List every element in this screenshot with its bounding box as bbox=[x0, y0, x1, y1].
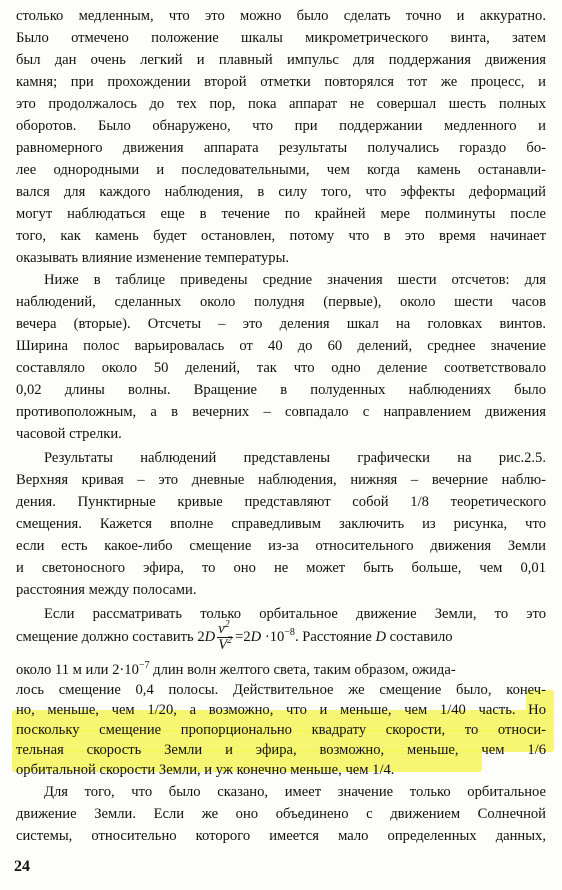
text-line: могут наблюдаться еще в течение по крайней мере полминуты после bbox=[16, 206, 546, 222]
text-line: вался для каждого наблюдения, в силу того, что эффекты деформаций bbox=[16, 184, 546, 200]
text-line: Верхняя кривая – это дневные наблюдения, нижняя – вечерние наблю- bbox=[16, 472, 546, 488]
text-line: Ширина полос варьировалась от 40 до 60 делений, среднее значение bbox=[16, 338, 546, 354]
formula-exponent: 2 bbox=[227, 635, 233, 647]
formula-power-base: ·10 bbox=[261, 629, 285, 645]
text-line: поскольку смещение пропорционально квадрату скорости, то относи- bbox=[16, 722, 546, 738]
formula-text-after: . Расстояние bbox=[294, 629, 376, 645]
text-line: оказывать влияние изменение температуры. bbox=[16, 250, 290, 266]
text-segment: около 11 м или 2·10 bbox=[16, 662, 139, 678]
formula-line bbox=[16, 618, 546, 656]
text-line: лось смещение 0,4 полосы. Действительное же смещение было, конеч- bbox=[16, 682, 546, 698]
text-line: наблюдений, сделанных около полудня (первые), около шести часов bbox=[16, 294, 546, 310]
text-line: тельная скорость Земли и эфира, возможно, меньше, чем 1/6 bbox=[16, 742, 546, 758]
formula-numerator: v bbox=[218, 621, 225, 638]
text-line: смещения. Кажется вполне справедливым заключить из рисунка, что bbox=[16, 516, 546, 532]
formula-equals: =2 bbox=[235, 629, 251, 645]
text-line: если есть какое-либо смещение из-за относительного движения Земли bbox=[16, 538, 546, 554]
formula-text-before: смещение должно составить 2 bbox=[16, 629, 205, 645]
text-line: Результаты наблюдений представлены графически на рис.2.5. bbox=[44, 450, 546, 466]
text-line bbox=[16, 660, 546, 680]
formula-exponent: 2 bbox=[224, 619, 230, 631]
text-line: был дан очень легкий и плавный импульс для поддержания движения bbox=[16, 52, 546, 68]
page-number: 24 bbox=[14, 858, 30, 875]
text-line: составляло около 50 делений, так что одно деление соответствовало bbox=[16, 360, 546, 376]
text-line: того, как камень будет остановлен, потому что в это время начинает bbox=[16, 228, 546, 244]
formula-exponent: −8 bbox=[284, 627, 295, 638]
text-line: камня; при прохождении второй отметки повторялся тот же процесс, и bbox=[16, 74, 546, 90]
text-line: 0,02 длины волны. Вращение в полуденных наблюдениях было bbox=[16, 382, 546, 398]
text-segment: длин волн желтого света, таким образом, ожида- bbox=[149, 662, 456, 678]
text-line: это продолжалось до тех пор, пока аппарат не совершал шесть полных bbox=[16, 96, 546, 112]
text-line: вечера (вторые). Отсчеты – это деления шкал на головках винтов. bbox=[16, 316, 546, 332]
text-line: столько медленным, что это можно было сделать точно и аккуратно. bbox=[16, 8, 546, 24]
text-line: орбитальной скорости Земли, и уж конечно меньше, чем 1/4. bbox=[16, 762, 395, 778]
text-line: Если рассматривать только орбитальное движение Земли, то это bbox=[44, 606, 546, 622]
text-line: Для того, что было сказано, имеет значение только орбитальное bbox=[44, 784, 546, 800]
text-line: но, меньше, чем 1/20, а возможно, что и меньше, чем 1/40 часть. Но bbox=[16, 702, 546, 718]
text-line: лее однородными и последовательными, чем когда камень останавли- bbox=[16, 162, 546, 178]
formula-fraction bbox=[217, 619, 233, 654]
formula-text-tail: составило bbox=[386, 629, 453, 645]
text-line: оборотов. Было обнаружено, что при поддержании медленного и bbox=[16, 118, 546, 134]
formula-variable: D bbox=[375, 629, 386, 645]
text-line: и светоносного эфира, то оно не может быть больше, чем 0,01 bbox=[16, 560, 546, 576]
text-line: Ниже в таблице приведены средние значения шести отсчетов: для bbox=[44, 272, 546, 288]
text-line: дения. Пунктирные кривые представляют собой 1/8 теоретического bbox=[16, 494, 546, 510]
text-line: системы, относительно которого имеется мало определенных данных, bbox=[16, 828, 546, 844]
text-line: движение Земли. Если же оно объединено с движением Солнечной bbox=[16, 806, 546, 822]
formula-denominator: V bbox=[218, 637, 228, 654]
formula-variable: D bbox=[204, 629, 216, 645]
text-line: часовой стрелки. bbox=[16, 426, 122, 442]
text-line: расстояния между полосами. bbox=[16, 582, 197, 598]
text-line: равномерного движения аппарата результаты получались гораздо бо- bbox=[16, 140, 546, 156]
exponent: −7 bbox=[138, 660, 150, 671]
text-line: Было отмечено положение шкалы микрометрического винта, затем bbox=[16, 30, 546, 46]
text-line: противоположным, а в вечерних – совпадало с направлением движения bbox=[16, 404, 546, 420]
formula-variable: D bbox=[250, 629, 262, 645]
